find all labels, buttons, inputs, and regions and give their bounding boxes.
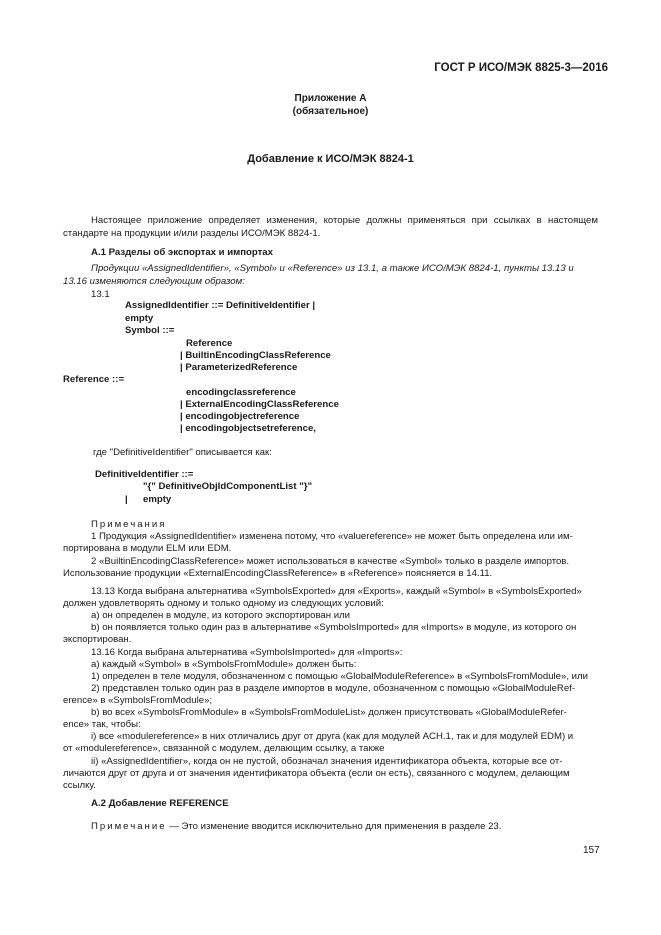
code-bar: | xyxy=(125,494,128,505)
clause-13-16-a: a) каждый «Symbol» в «SymbolsFromModule» должен быть: xyxy=(91,659,357,670)
clause-13-16-b-line2: ence» так, чтобы: xyxy=(63,719,141,730)
annex-status: (обязательное) xyxy=(292,106,369,117)
section-a1-title: А.1 Разделы об экспортах и импортах xyxy=(91,247,273,258)
clause-13-16-a2-line1: 2) представлен только один раз в разделе импортов в модуле, обозначенном с помощью «GlobalModuleRef- xyxy=(91,683,576,694)
code-builtin-encoding: | BuiltinEncodingClassReference xyxy=(180,350,331,361)
annex-title: Приложение А xyxy=(294,93,367,104)
clause-13-13-line1: 13.13 Когда выбрана альтернатива «SymbolsExported» для «Exports», каждый «Symbol» в «SymbolsExported» xyxy=(91,586,582,597)
clause-13-16-i-line1: i) все «modulereference» в них отличались друг от друга (как для модулей ACH.1, так и для модулей EDM) и xyxy=(91,731,574,742)
note2-line1: 2 «BuiltinEncodingClassReference» может использоваться в качестве «Symbol» только в разделе импортов. xyxy=(91,556,570,567)
code-assigned-identifier: AssignedIdentifier ::= DefinitiveIdentifier | xyxy=(125,300,316,311)
code-empty-2: empty xyxy=(143,494,172,505)
section-a1-note-line1: Продукции «AssignedIdentifier», «Symbol» и «Reference» из 13.1, а также ИСО/МЭК 8824-1, пункты 13.13 и xyxy=(91,263,574,274)
note1-line2: портирована в модули ELM или EDM. xyxy=(63,543,232,554)
clause-13-13-b-line1: b) он появляется только один раз в альтернативе «SymbolsImported» для «Imports» в модуле, из которого он xyxy=(91,622,577,633)
section-a2-note xyxy=(91,820,501,833)
code-definitive-identifier: DefinitiveIdentifier ::= xyxy=(95,469,194,480)
section-a2-note-label: Примечание xyxy=(91,821,167,832)
clause-13-13-line2: должен удовлетворять одному и только одному из следующих условий: xyxy=(63,598,384,609)
clause-13-16-i-line2: от «modulereference», связанной с модулем, делающим ссылку, а также xyxy=(63,743,385,754)
clause-13-16-b-line1: b) во всех «SymbolsFromModule» в «SymbolsFromModuleList» должен присутствовать «GlobalModuleRefer- xyxy=(91,707,567,718)
code-encodingclassreference: encodingclassreference xyxy=(186,387,296,398)
code-external-encoding: | ExternalEncodingClassReference xyxy=(180,399,339,410)
clause-13-16-a1: 1) определен в теле модуля, обозначенном с помощью «GlobalModuleReference» в «SymbolsFromModule», или xyxy=(91,671,588,682)
clause-13-16-a2-line2: erence» в «SymbolsFromModule»; xyxy=(63,695,213,706)
code-reference: Reference xyxy=(186,338,233,349)
code-empty: empty xyxy=(125,313,154,324)
code-parameterized: | ParameterizedReference xyxy=(180,362,298,373)
where-text: где "DefinitiveIdentifier" описывается как: xyxy=(93,447,272,458)
intro-paragraph: Настоящее приложение определяет изменения, которые должны применяться при ссылках в настоящем стандарте на продукции и/или разделы ИСО/МЭК 8824-1. xyxy=(63,215,598,239)
note1-line1: 1 Продукция «AssignedIdentifier» изменена потому, что «valuereference» не может быть определена или им- xyxy=(91,531,573,542)
section-a2-note-text: — Это изменение вводится исключительно для применения в разделе 23. xyxy=(169,821,502,832)
code-encodingobjectsetreference: | encodingobjectsetreference, xyxy=(180,423,316,434)
clause-13-13-a: a) он определен в модуле, из которого экспортирован или xyxy=(91,610,351,621)
code-reference-def: Reference ::= xyxy=(63,374,125,385)
code-definitive-objid: "{" DefinitiveObjIdComponentList "}" xyxy=(143,481,313,492)
section-a2-title: А.2 Добавление REFERENCE xyxy=(91,798,229,809)
clause-13-16-ii-line1: ii) «AssignedIdentifier», когда он не пустой, обозначал значения идентификатора объекта, которые все от- xyxy=(91,756,563,767)
clause-13-16-ii-line2: личаются друг от друга и от значения идентификатора объекта (если он есть), связанного с модулем, делающим xyxy=(63,768,570,779)
note2-line2: Использование продукции «ExternalEncodingClassReference» в «Reference» поясняется в 14.11. xyxy=(63,568,493,579)
section-a1-note-line2: 13.16 изменяются следующим образом: xyxy=(63,276,245,287)
code-symbol: Symbol ::= xyxy=(125,325,175,336)
code-encodingobjectreference: | encodingobjectreference xyxy=(180,411,300,422)
notes-label: Примечания xyxy=(91,519,167,530)
standard-code: ГОСТ Р ИСО/МЭК 8825-3—2016 xyxy=(434,62,608,74)
clause-13-16-ii-line3: ссылку. xyxy=(63,780,96,791)
page-number: 157 xyxy=(583,845,600,856)
clause-13-1: 13.1 xyxy=(91,289,110,300)
clause-13-13-b-line2: экспортирован. xyxy=(63,634,132,645)
annex-heading: Добавление к ИСО/МЭК 8824-1 xyxy=(247,153,414,165)
clause-13-16-line1: 13.16 Когда выбрана альтернатива «SymbolsImported» для «Imports»: xyxy=(91,647,403,658)
